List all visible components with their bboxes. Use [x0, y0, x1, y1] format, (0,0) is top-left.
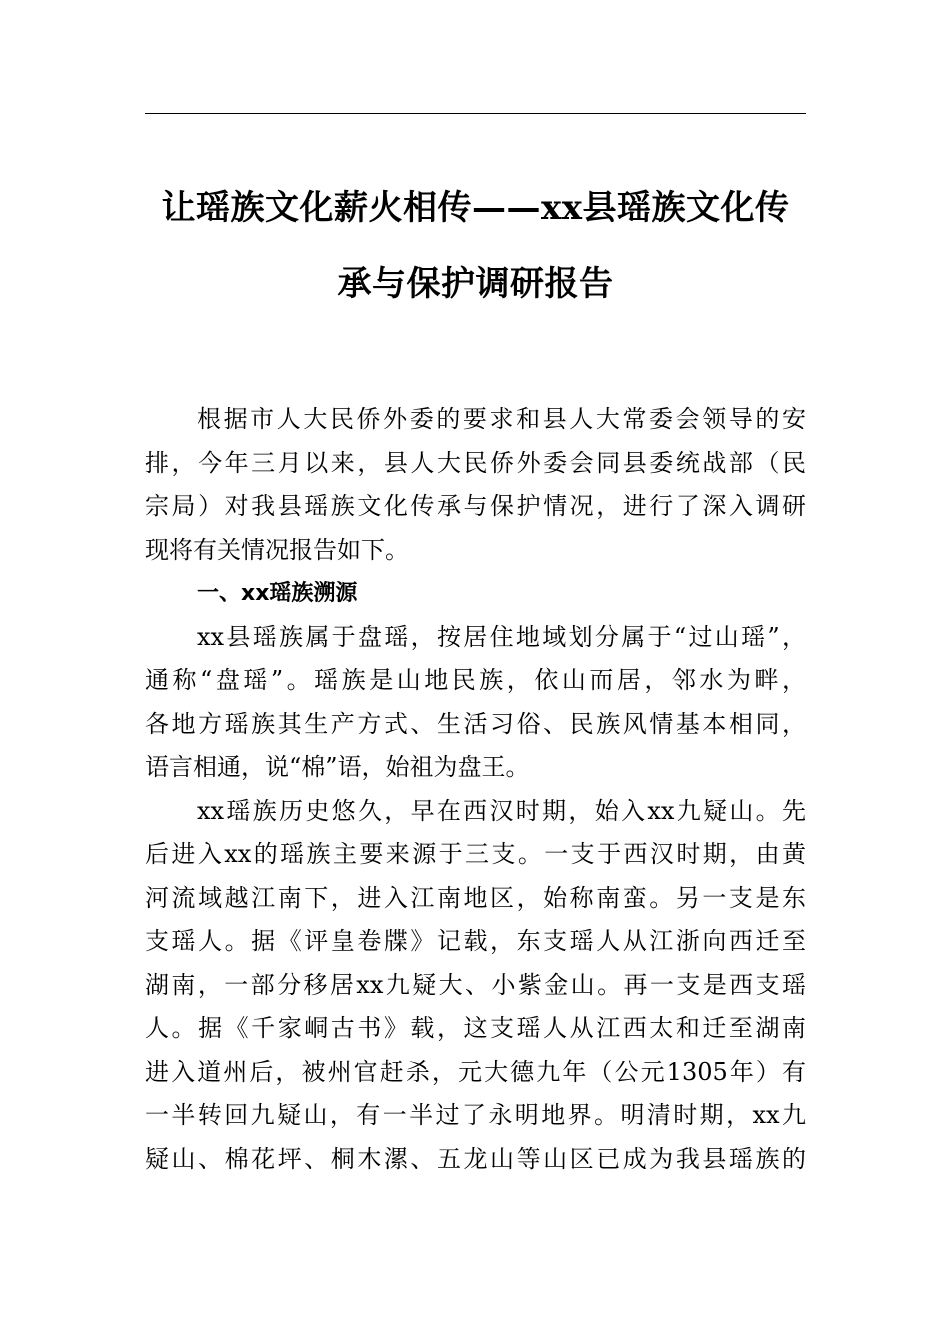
history-paragraph [145, 790, 806, 1182]
paragraph-line: 后进入xx的瑶族主要来源于三支。一支于西汉时期，由黄 [145, 840, 806, 868]
document-body [145, 398, 806, 1181]
paragraph-line: 通称“盘瑶”。瑶族是山地民族，依山而居，邻水为畔， [145, 666, 806, 694]
title-line-1: 让瑶族文化薪火相传——xx县瑶族文化传 [161, 188, 790, 228]
paragraph-line: 进入道州后，被州官赶杀，元大德九年（公元1305年）有 [145, 1057, 806, 1086]
intro-line: 排，今年三月以来，县人大民侨外委会同县委统战部（民 [145, 448, 806, 477]
intro-line: 现将有关情况报告如下。 [145, 535, 409, 564]
paragraph-line: 一半转回九疑山，有一半过了永明地界。明清时期，xx九 [145, 1101, 806, 1129]
document-title [145, 170, 806, 322]
intro-paragraph [145, 398, 806, 572]
paragraph-line: 人。据《千家峒古书》载，这支瑶人从江西太和迁至湖南 [145, 1014, 806, 1042]
paragraph-line: 支瑶人。据《评皇卷牒》记载，东支瑶人从江浙向西迁至 [145, 927, 806, 955]
title-line-2: 承与保护调研报告 [337, 264, 614, 304]
paragraph-line: 疑山、棉花坪、桐木漯、五龙山等山区已成为我县瑶族的 [145, 1144, 806, 1173]
section-heading: 一、xx瑶族溯源 [197, 581, 358, 606]
intro-line: 根据市人大民侨外委的要求和县人大常委会领导的安 [197, 405, 806, 433]
paragraph-line: xx县瑶族属于盘瑶，按居住地域划分属于“过山瑶”， [197, 622, 806, 651]
paragraph-line: 语言相通，说“棉”语，始祖为盘王。 [145, 753, 530, 781]
intro-line: 宗局）对我县瑶族文化传承与保护情况，进行了深入调研 [145, 492, 806, 520]
origin-paragraph [145, 616, 806, 790]
paragraph-line: 湖南，一部分移居xx九疑大、小紫金山。再一支是西支瑶 [145, 970, 806, 999]
paragraph-line: 各地方瑶族其生产方式、生活习俗、民族风情基本相同， [145, 709, 806, 738]
paragraph-line: 河流域越江南下，进入江南地区，始称南蛮。另一支是东 [145, 883, 806, 912]
paragraph-line: xx瑶族历史悠久，早在西汉时期，始入xx九疑山。先 [197, 796, 806, 825]
header-rule [145, 113, 806, 114]
